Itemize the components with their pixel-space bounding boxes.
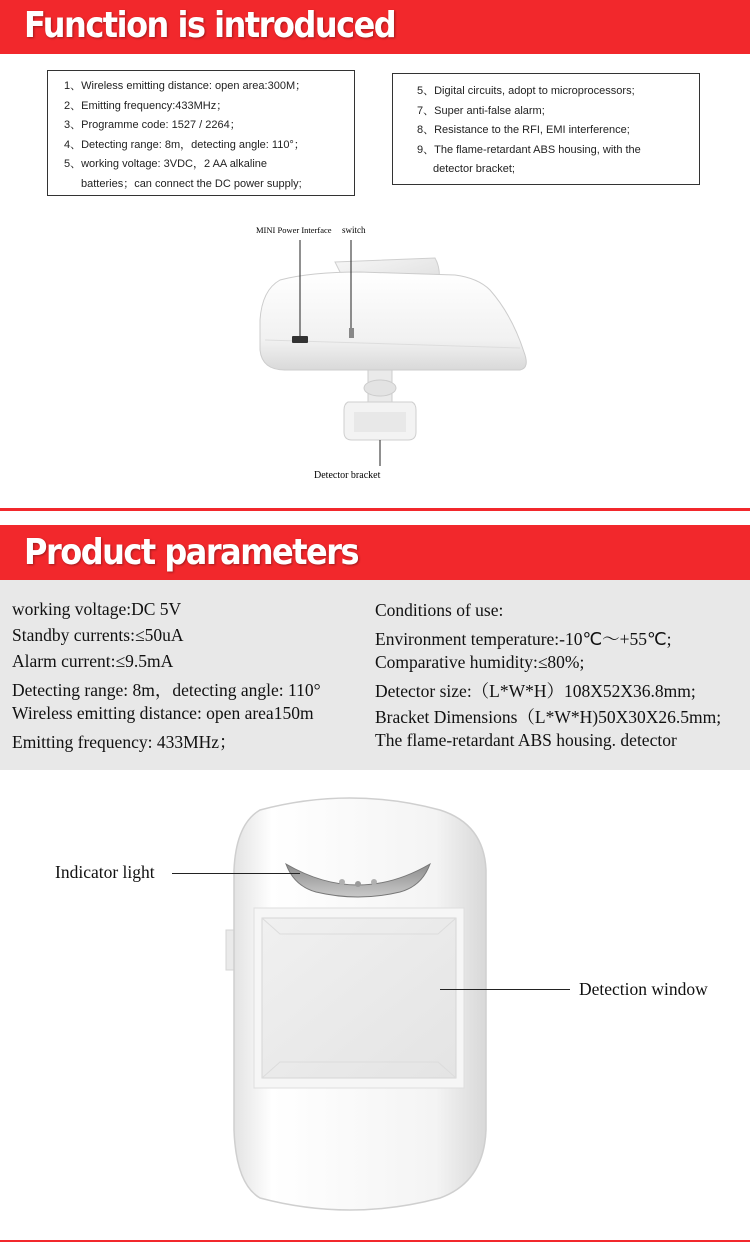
window-callout-line <box>440 989 570 990</box>
feature-list-right <box>392 73 700 185</box>
param-item: Detecting range: 8m，detecting angle: 110° <box>12 680 321 700</box>
feature-item: 5、Digital circuits, adopt to microprocessors; <box>417 85 635 97</box>
feature-item: 3、Programme code: 1527 / 2264； <box>64 119 241 132</box>
param-item: Comparative humidity:≤80%; <box>375 652 585 672</box>
param-item: Bracket Dimensions（L*W*H)50X30X26.5mm; <box>375 707 722 727</box>
detector-front-photo <box>200 790 500 1230</box>
detector-side-photo <box>240 220 570 520</box>
section-title-parameters: Product parameters <box>24 531 359 573</box>
param-item: Emitting frequency: 433MHz； <box>12 732 237 752</box>
feature-item: 8、Resistance to the RFI, EMI interference; <box>417 124 630 137</box>
indicator-callout-line <box>172 873 300 874</box>
detector-front-illustration <box>200 790 500 1230</box>
detector-side-illustration <box>240 220 570 520</box>
label-indicator-light: Indicator light <box>55 862 155 882</box>
param-item: Conditions of use: <box>375 600 504 620</box>
param-item: working voltage:DC 5V <box>12 599 182 619</box>
parameters-panel <box>0 580 750 770</box>
param-item: The flame-retardant ABS housing. detector <box>375 730 677 750</box>
section-banner-parameters <box>0 525 750 580</box>
param-item: Wireless emitting distance: open area150m <box>12 703 314 723</box>
feature-item: 4、Detecting range: 8m，detecting angle: 110°； <box>64 138 305 151</box>
param-item: Alarm current:≤9.5mA <box>12 651 174 671</box>
param-item: Standby currents:≤50uA <box>12 625 184 645</box>
feature-item: 2、Emitting frequency:433MHz； <box>64 99 228 112</box>
feature-item: 5、working voltage: 3VDC，2 AA alkaline <box>64 158 267 171</box>
section-title-function: Function is introduced <box>24 4 396 46</box>
feature-item: 7、Super anti-false alarm; <box>417 104 545 117</box>
param-item: Environment temperature:-10℃～+55℃; <box>375 629 672 649</box>
label-switch: switch <box>342 225 366 235</box>
feature-item: detector bracket; <box>433 163 515 176</box>
feature-item: batteries；can connect the DC power supply; <box>81 177 302 190</box>
label-detector-bracket: Detector bracket <box>314 470 381 481</box>
label-mini-power-interface: MINI Power Interface <box>256 225 332 235</box>
divider-stripe <box>0 508 750 511</box>
feature-list-left <box>47 70 355 196</box>
feature-item: 9、The flame-retardant ABS housing, with the <box>417 143 641 156</box>
feature-item: 1、Wireless emitting distance: open area:300M； <box>64 80 307 92</box>
label-detection-window: Detection window <box>579 979 708 999</box>
section-banner-function <box>0 0 750 54</box>
param-item: Detector size:（L*W*H）108X52X36.8mm; <box>375 681 696 701</box>
